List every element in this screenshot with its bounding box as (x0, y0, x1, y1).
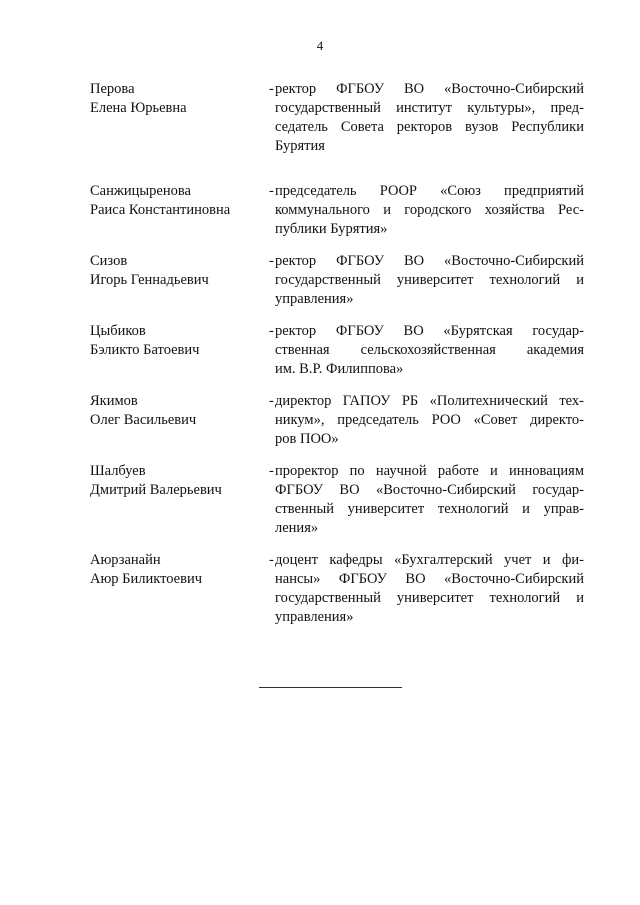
position-line: государственный университет технологий и (275, 590, 584, 606)
member-entry (90, 80, 584, 156)
position-line: ректор ФГБОУ ВО «Бурятская государ- (275, 323, 584, 339)
member-surname: Шалбуев (90, 463, 146, 479)
member-surname: Аюрзанайн (90, 552, 161, 568)
member-name (90, 80, 268, 156)
member-given-names: Аюр Биликтоевич (90, 571, 203, 587)
position-line: ственный университет технологий и управ- (275, 501, 584, 517)
member-surname: Санжицыренова (90, 183, 191, 199)
position-line: управления» (275, 291, 354, 307)
position-line: публики Бурятия» (275, 221, 388, 237)
member-given-names: Дмитрий Валерьевич (90, 482, 222, 498)
position-line: ректор ФГБОУ ВО «Восточно-Сибирский (275, 253, 584, 269)
member-position (275, 322, 584, 379)
position-line: председатель РООР «Союз предприятий (275, 183, 584, 199)
position-line: седатель Совета ректоров вузов Республики (275, 119, 584, 135)
position-line: государственный институт культуры», пред- (275, 100, 584, 116)
list-dash: - (269, 552, 274, 568)
list-dash: - (269, 323, 274, 339)
member-position (275, 462, 584, 538)
member-position (275, 392, 584, 449)
position-line: им. В.Р. Филиппова» (275, 361, 404, 377)
position-line: ления» (275, 520, 319, 536)
member-entry (90, 551, 584, 627)
position-line: ФГБОУ ВО «Восточно-Сибирский государ- (275, 482, 584, 498)
position-line: Бурятия (275, 138, 325, 154)
list-dash: - (269, 253, 274, 269)
list-dash: - (269, 463, 274, 479)
position-line: нансы» ФГБОУ ВО «Восточно-Сибирский (275, 571, 584, 587)
position-line: ров ПОО» (275, 431, 339, 447)
member-given-names: Бэликто Батоевич (90, 342, 200, 358)
member-name (90, 182, 268, 239)
member-entry (90, 252, 584, 309)
member-name (90, 462, 268, 538)
member-name (90, 252, 268, 309)
position-line: управления» (275, 609, 354, 625)
member-given-names: Олег Васильевич (90, 412, 197, 428)
members-list (90, 80, 584, 627)
member-surname: Перова (90, 81, 135, 97)
member-surname: Якимов (90, 393, 138, 409)
position-line: никум», председатель РОО «Совет директо- (275, 412, 584, 428)
position-line: ственная сельскохозяйственная академия (275, 342, 584, 358)
position-line: проректор по научной работе и инновациям (275, 463, 584, 479)
member-entry (90, 392, 584, 449)
list-dash: - (269, 393, 274, 409)
position-line: государственный университет технологий и (275, 272, 584, 288)
member-given-names: Игорь Геннадьевич (90, 272, 209, 288)
member-entry (90, 182, 584, 239)
list-dash: - (269, 183, 274, 199)
page-number: 4 (316, 38, 324, 53)
member-position (275, 80, 584, 156)
position-line: директор ГАПОУ РБ «Политехнический тех- (275, 393, 584, 409)
member-entry (90, 322, 584, 379)
end-divider-line (259, 687, 402, 688)
member-name (90, 392, 268, 449)
member-surname: Сизов (90, 253, 128, 269)
position-line: доцент кафедры «Бухгалтерский учет и фи- (275, 552, 584, 568)
member-given-names: Раиса Константиновна (90, 202, 231, 218)
position-line: коммунального и городского хозяйства Рес- (275, 202, 584, 218)
member-position (275, 551, 584, 627)
member-entry (90, 462, 584, 538)
position-line: ректор ФГБОУ ВО «Восточно-Сибирский (275, 81, 584, 97)
member-surname: Цыбиков (90, 323, 146, 339)
member-name (90, 322, 268, 379)
member-given-names: Елена Юрьевна (90, 100, 187, 116)
member-name (90, 551, 268, 627)
list-dash: - (269, 81, 274, 97)
member-position (275, 252, 584, 309)
member-position (275, 182, 584, 239)
